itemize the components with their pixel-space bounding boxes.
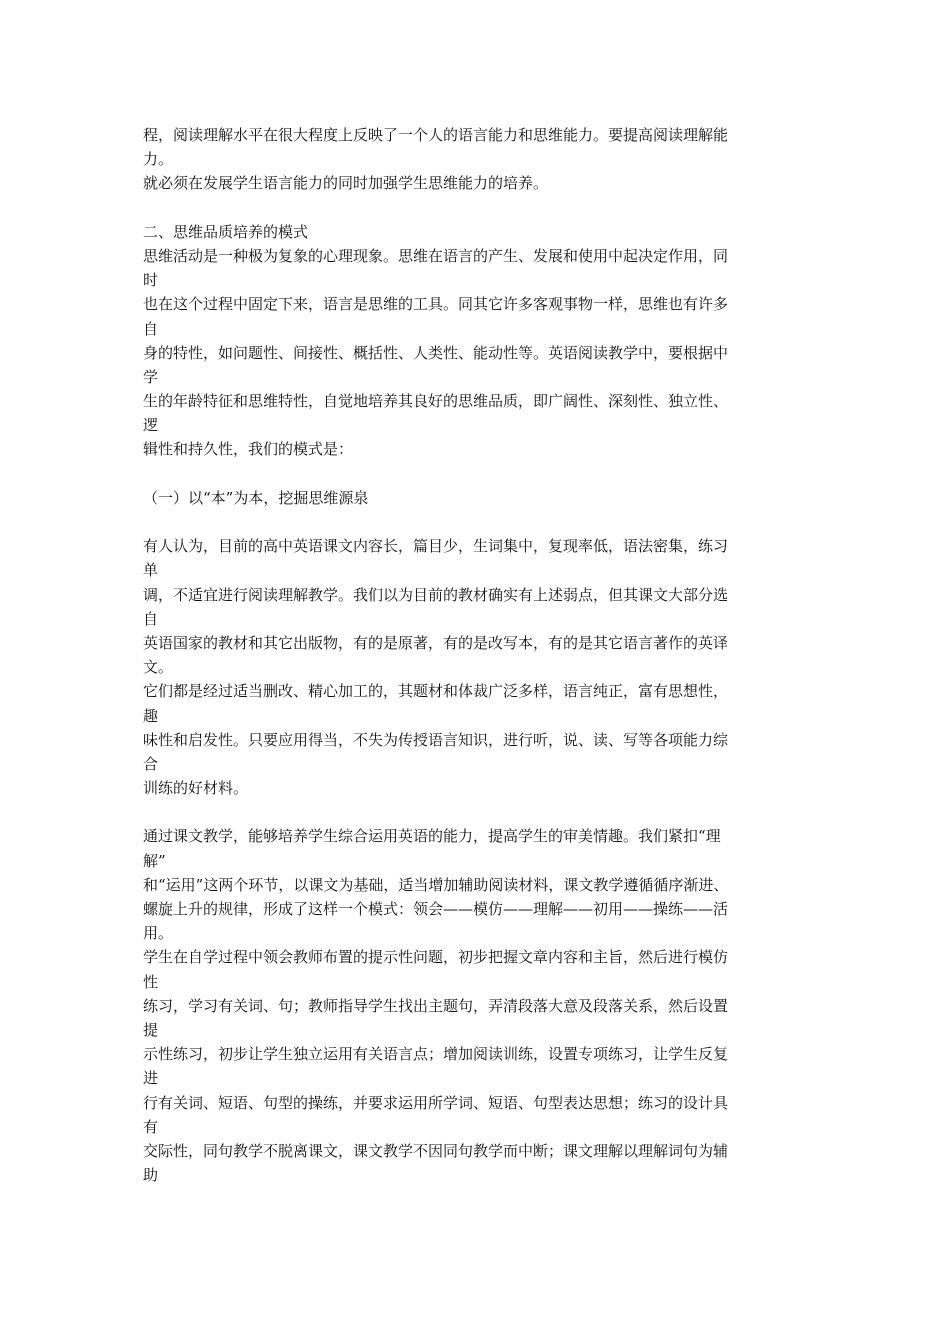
text-line: 示性练习，初步让学生独立运用有关语言点；增加阅读训练，设置专项练习，让学生反复	[143, 1045, 729, 1064]
blank-line	[143, 510, 815, 534]
text-line: 力。	[143, 150, 174, 169]
text-line: 自	[143, 609, 159, 628]
blank-line	[143, 196, 815, 220]
text-line: 学生在自学过程中领会教师布置的提示性问题，初步把握文章内容和主旨，然后进行模仿	[143, 948, 729, 967]
text-line: 单	[143, 561, 159, 580]
text-line: 思维活动是一种极为复象的心理现象。思维在语言的产生、发展和使用中起决定作用，同	[143, 246, 729, 265]
text-line: 性	[143, 972, 159, 991]
blank-line	[143, 462, 815, 486]
blank-line	[143, 800, 815, 824]
text-line: 通过课文教学，能够培养学生综合运用英语的能力，提高学生的审美情趣。我们紧扣“理	[143, 827, 721, 846]
text-line: 它们都是经过适当删改、精心加工的，其题材和体裁广泛多样，语言纯正，富有思想性，	[143, 682, 729, 701]
text-line: 交际性，同句教学不脱离课文，课文教学不因同句教学而中断；课文理解以理解词句为辅	[143, 1141, 729, 1160]
document-body	[143, 123, 815, 1187]
text-line: 时	[143, 271, 159, 290]
text-line: 用。	[143, 924, 174, 943]
text-line: 训练的好材料。	[143, 779, 249, 798]
text-line: 有人认为，目前的高中英语课文内容长，篇目少，生词集中，复现率低，语法密集，练习	[143, 537, 729, 556]
text-line: 趣	[143, 706, 159, 725]
text-line: 解”	[143, 851, 166, 870]
text-line: 合	[143, 754, 159, 773]
section-heading: 二、思维品质培养的模式	[143, 222, 309, 241]
text-line: 生的年龄特征和思维特性，自觉地培养其良好的思维品质，即广阔性、深刻性、独立性、	[143, 392, 729, 411]
text-line: 助	[143, 1166, 159, 1185]
text-line: 提	[143, 1020, 159, 1039]
text-line: 和“运用”这两个环节，以课文为基础，适当增加辅助阅读材料，课文教学遵循循序渐进、	[143, 875, 729, 894]
text-line: 文。	[143, 658, 174, 677]
text-line: 英语国家的教材和其它出版物，有的是原著，有的是改写本，有的是其它语言著作的英译	[143, 633, 729, 652]
subsection-heading: （一）以“本”为本，挖掘思维源泉	[143, 488, 369, 507]
text-line: 行有关词、短语、句型的操练，并要求运用所学词、短语、句型表达思想；练习的设计具	[143, 1093, 729, 1112]
text-line: 也在这个过程中固定下来，语言是思维的工具。同其它许多客观事物一样，思维也有许多	[143, 295, 729, 314]
text-line: 逻	[143, 416, 159, 435]
text-line: 就必须在发展学生语言能力的同时加强学生思维能力的培养。	[143, 174, 549, 193]
text-line: 进	[143, 1069, 159, 1088]
text-line: 学	[143, 367, 159, 386]
text-line: 练习，学习有关词、句；教师指导学生找出主题句，弄清段落大意及段落关系，然后设置	[143, 996, 729, 1015]
text-line: 有	[143, 1117, 159, 1136]
text-line: 自	[143, 319, 159, 338]
text-line: 螺旋上升的规律，形成了这样一个模式：领会——模仿——理解——初用——操练——活	[143, 900, 729, 918]
text-line: 程，阅读理解水平在很大程度上反映了一个人的语言能力和思维能力。要提高阅读理解能	[143, 126, 729, 144]
text-line: 味性和启发性。只要应用得当，不失为传授语言知识，进行听，说、读、写等各项能力综	[143, 730, 729, 749]
text-line: 调，不适宜进行阅读理解教学。我们以为目前的教材确实有上述弱点，但其课文大部分选	[143, 585, 729, 604]
text-line: 辑性和持久性，我们的模式是：	[143, 440, 354, 459]
text-line: 身的特性，如问题性、间接性、概括性、人类性、能动性等。英语阅读教学中，要根据中	[143, 343, 729, 362]
